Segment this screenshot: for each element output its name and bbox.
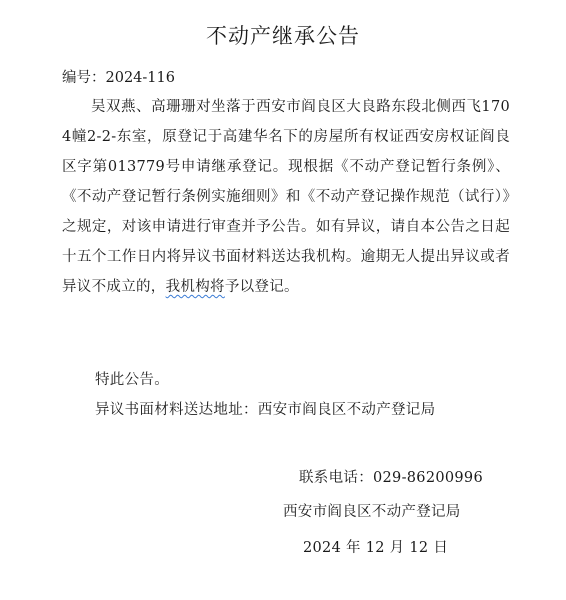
document-number: 编号：2024-116	[62, 70, 175, 86]
notice-title: 不动产继承公告	[206, 24, 360, 48]
notice-body-end: 予以登记。	[224, 279, 299, 295]
objection-address: 异议书面材料送达地址：西安市阎良区不动产登记局	[95, 402, 436, 418]
issue-date: 2024 年 12 月 12 日	[303, 540, 449, 556]
notice-body	[62, 92, 510, 302]
contact-phone: 联系电话：029-86200996	[299, 470, 483, 486]
closing-statement: 特此公告。	[95, 372, 169, 388]
issuing-organization: 西安市阎良区不动产登记局	[283, 504, 461, 520]
spellcheck-underlined-text: 我机构将	[165, 279, 225, 295]
notice-body-main: 吴双燕、高珊珊对坐落于西安市阎良区大良路东段北侧西飞1704幢2-2-东室，原登记于高建华名下的房屋所有权证西安房权证阎良区字第013779号申请继承登记。现根据《不动产登记暂行条例》、《不动产登记暂行条例实施细则》和《不动产登记操作规范（试行）》之规定，对该申请进行审查并予公告。如有异议，请自本公告之日起十五个工作日内将异议书面材料送达我机构。逾期无人提出异议或者异议不成立的，	[62, 99, 510, 295]
